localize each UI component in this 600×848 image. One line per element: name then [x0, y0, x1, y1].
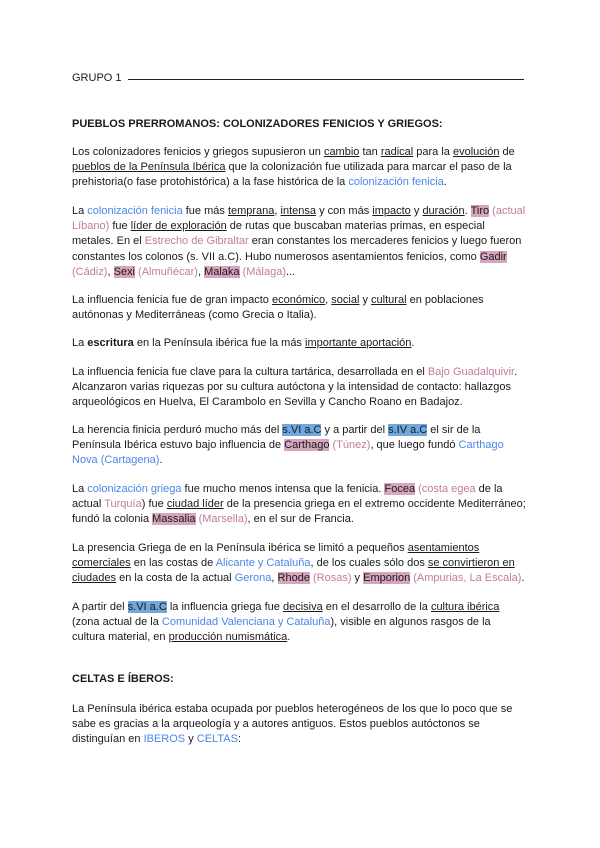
- group-header: [72, 72, 524, 84]
- header-rule: [128, 79, 524, 80]
- paragraph-heritage: La herencia finicia perduró mucho más del s.VI a.C y a partir del s.IV a.C el sir de la Península Ibérica estuvo bajo influencia de Carthago (Túnez), que luego fundó Carthago Nova (Cartagena).: [72, 424, 504, 467]
- paragraph-greek-presence: La presencia Griega de en la Península ibérica se limitó a pequeños asentamientos comerciales en las costas de Alicante y Cataluña, de los cuales sólo dos se convirtieron en ciudades en la costa de la actual Gerona, Rhode (Rosas) y Emporion (Ampurias, La Escala).: [72, 542, 525, 585]
- paragraph-peoples: La Península ibérica estaba ocupada por pueblos heterogéneos de los que lo poco que se sabe es gracias a la arqueología y a autores antiguos. Estos pueblos autóctonos se distinguían en IBEROS y CELTAS:: [72, 703, 513, 746]
- paragraph-greek-influence: A partir del s.VI a.C la influencia griega fue decisiva en el desarrollo de la cultura ibérica (zona actual de la Comunidad Valenciana y Cataluña), visible en algunos rasgos de la cultura material, en producción numismática.: [72, 601, 500, 644]
- group-label: GRUPO 1: [72, 72, 122, 84]
- paragraph-tartessian: La influencia fenicia fue clave para la cultura tartárica, desarrollada en el Bajo Guadalquivir. Alcanzaron varias riquezas por su cultura autóctona y la intensidad de contacto: hallazgos arqueológicos en Huelva, El Carambolo en Sevilla y Cancho Roano en Badajoz.: [72, 366, 518, 409]
- section-title-colonizers: PUEBLOS PRERROMANOS: COLONIZADORES FENICIOS Y GRIEGOS:: [72, 118, 443, 130]
- section-title-celts-iberians: CELTAS E ÍBEROS:: [72, 673, 174, 685]
- paragraph-greek-colonization: La colonización griega fue mucho menos intensa que la fenicia. Focea (costa egea de la actual Turquía) fue ciudad líder de la presencia griega en el extremo occidente Mediterráneo; fundó la colonia Massalia (Marsella), en el sur de Francia.: [72, 483, 526, 526]
- paragraph-phoenician-influence: La influencia fenicia fue de gran impacto económico, social y cultural en poblaciones autónonas y Mediterráneas (como Grecia o Italia).: [72, 294, 484, 322]
- paragraph-phoenician-colonization: La colonización fenicia fue más temprana, intensa y con más impacto y duración. Tiro (actual Líbano) fue líder de exploración de rutas que buscaban materias primas, en especial metales. En el Estrecho de Gibraltar eran constantes los mercaderes fenicios y luego fueron constantes los colonos (s. VII a.C). Hubo numerosos asentamientos fenicios, como Gadir (Cádiz), Sexi (Almuñécar), Malaka (Málaga)...: [72, 205, 526, 278]
- paragraph-colonization-intro: Los colonizadores fenicios y griegos supusieron un cambio tan radical para la evolución de pueblos de la Península Ibérica que la colonización fue utilizada para marcar el paso de la prehistoria(o fase protohistórica) a la fase histórica de la colonización fenicia.: [72, 146, 515, 189]
- paragraph-writing: La escritura en la Península ibérica fue la más importante aportación.: [72, 337, 415, 349]
